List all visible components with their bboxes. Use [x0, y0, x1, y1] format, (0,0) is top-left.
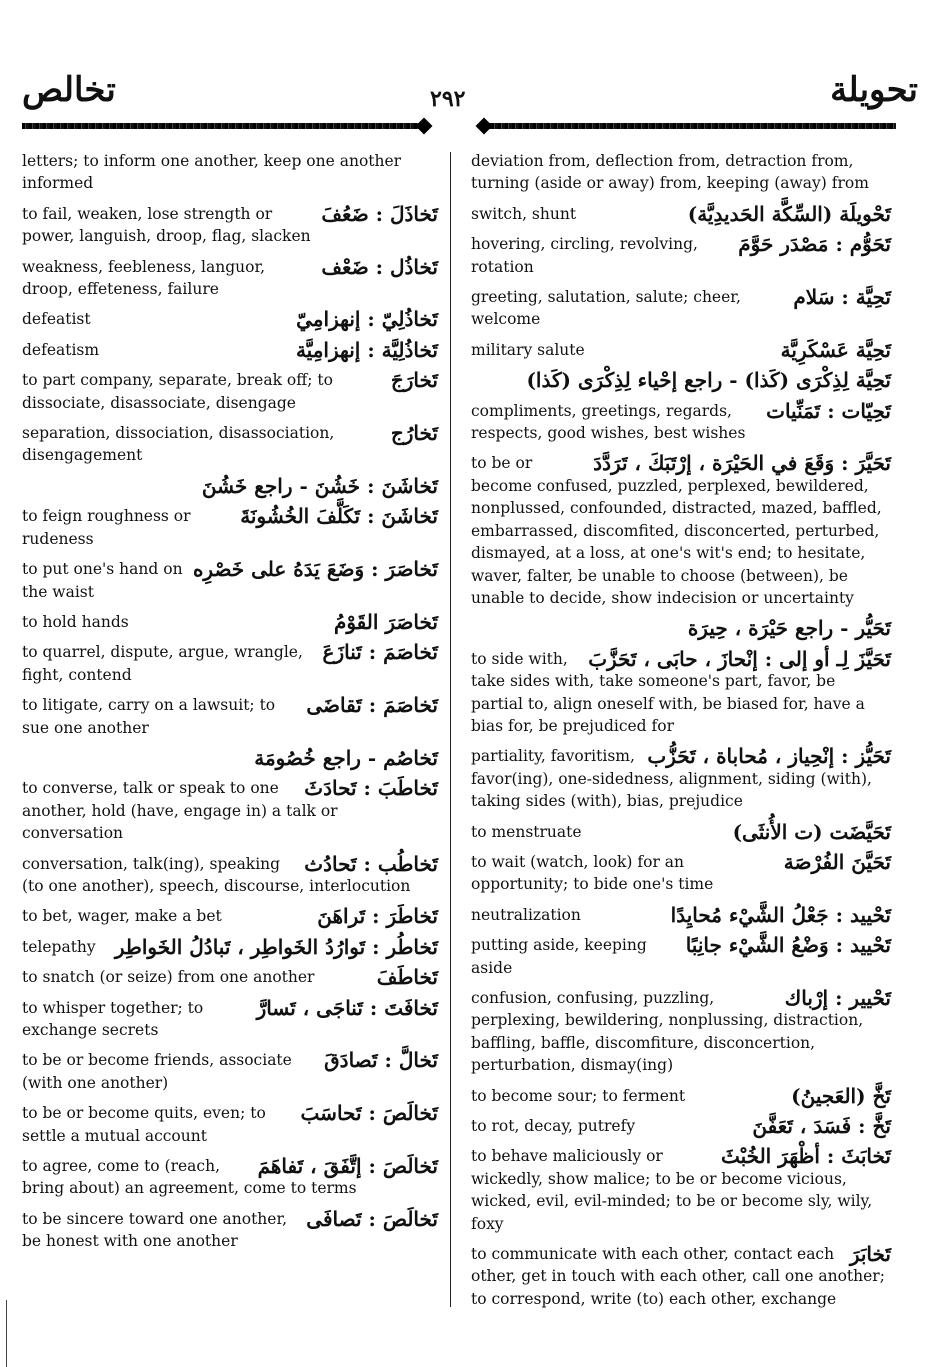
left-column — [22, 150, 438, 1261]
english-definition: conversation, talk(ing), speaking (to one another), speech, discourse, interlocution — [22, 854, 411, 895]
arabic-headword: تَخابَثَ : أظْهَرَ الخُبْثَ — [720, 1144, 891, 1169]
dictionary-entry — [471, 1085, 891, 1107]
english-definition: putting aside, keeping aside — [471, 936, 647, 977]
dictionary-entry — [22, 369, 438, 414]
english-definition: to rot, decay, putrefy — [471, 1117, 636, 1136]
dictionary-entry — [471, 203, 891, 225]
arabic-headword: تَحَيَّزَ لِـ أو إلى : إنْحازَ ، حابَى ، تَحَزَّبَ — [588, 646, 891, 671]
arabic-headword: تَحَيُّز : إنْحِياز ، مُحاباة ، تَحَزُّب — [647, 744, 891, 769]
dictionary-entry — [22, 905, 438, 927]
arabic-headword: تَخاصَرَ القَوْمُ — [333, 609, 438, 634]
english-definition: greeting, salutation, salute; cheer, welcome — [471, 288, 741, 329]
dictionary-entry — [22, 422, 438, 467]
dictionary-entry — [22, 475, 438, 497]
right-column — [471, 150, 891, 1318]
arabic-headword: تَحَيَّنَ الفُرْصَة — [783, 849, 891, 874]
english-definition: to be or become quits, even; to settle a mutual account — [22, 1104, 266, 1145]
column-divider — [450, 152, 451, 1307]
running-head-left: تخالص — [22, 70, 116, 110]
dictionary-entry — [22, 777, 438, 844]
arabic-headword: تَخَّ (العَجينُ) — [791, 1083, 891, 1108]
arabic-headword: تَحِيَّة عَسْكَرِيَّة — [780, 337, 891, 362]
dictionary-entry — [22, 853, 438, 898]
dictionary-entry — [22, 203, 438, 248]
english-definition: separation, dissociation, disassociation, disengagement — [22, 424, 335, 465]
arabic-headword: تَحِيَّة لِذِكْرَى (كَذا) - راجع إحْياء لِذِكْرَى (كَذا) — [526, 368, 891, 393]
english-definition: to wait (watch, look) for an opportunity; to bide one's time — [471, 852, 714, 894]
ornamental-rule-left — [22, 120, 432, 132]
english-definition: to hold hands — [22, 612, 129, 631]
english-definition: to side with, take sides with, take someone's part, favor, be partial to, align oneself with, be biased for, have a bias for, be prejudiced for — [471, 649, 865, 735]
english-definition: to snatch (or seize) from one another — [22, 968, 315, 987]
arabic-headword: تَخافَتَ : تَناجَى ، تَسارَّ — [256, 995, 438, 1020]
english-definition: to part company, separate, break off; to dissociate, disassociate, disengage — [22, 371, 333, 412]
page-number: ٢٩٢ — [430, 86, 466, 112]
english-definition: to litigate, carry on a lawsuit; to sue one another — [22, 696, 276, 737]
arabic-headword: تَحِيّات : تَمَنِّيات — [766, 398, 891, 423]
english-definition: to feign roughness or rudeness — [22, 507, 191, 548]
arabic-headword: تَخالَصَ : إتَّفَقَ ، تَفاهَمَ — [257, 1154, 438, 1179]
dictionary-entry — [471, 150, 891, 195]
dictionary-entry — [471, 233, 891, 278]
dictionary-entry — [471, 648, 891, 738]
dictionary-entry — [471, 851, 891, 896]
arabic-headword: تَخاصَرَ : وَضَعَ يَدَهُ على خَصْرِه — [192, 557, 438, 582]
english-definition: neutralization — [471, 905, 581, 924]
english-definition: military salute — [471, 340, 585, 359]
dictionary-entry — [471, 904, 891, 926]
arabic-headword: تَحْييد : وَضْعُ الشَّيْء جانِبًا — [685, 933, 891, 958]
arabic-headword: تَحَوُّم : مَصْدَر حَوَّمَ — [738, 232, 891, 257]
arabic-headword: تَحْييد : جَعْلُ الشَّيْء مُحايِدًا — [670, 902, 891, 927]
dictionary-entry — [22, 256, 438, 301]
english-definition: weakness, feebleness, languor, droop, effeteness, failure — [22, 257, 266, 299]
arabic-headword: تَخاذُل : ضَعْف — [321, 254, 438, 279]
diamond-ornament-icon — [416, 118, 433, 135]
arabic-headword: تَحْويلَة (السِّكَّة الحَديدِيَّة) — [687, 201, 891, 226]
arabic-headword: تَخارَجَ — [390, 368, 438, 393]
dictionary-entry — [471, 1145, 891, 1235]
arabic-headword: تَخاطَرَ : تَراهَنَ — [317, 904, 438, 929]
dictionary-entry — [22, 747, 438, 769]
dictionary-entry — [471, 987, 891, 1077]
english-definition: partiality, favoritism, favor(ing), one-sidedness, alignment, siding (with), taking sides (with), bias, prejudice — [471, 747, 872, 811]
arabic-headword: تَخاشَنَ : خَشُنَ - راجع خَشُنَ — [201, 473, 438, 498]
english-definition: deviation from, deflection from, detraction from, turning (aside or away) from, keeping (away) from — [471, 152, 869, 193]
arabic-headword: تَخاصُم - راجع خُصُومَة — [254, 745, 438, 770]
arabic-headword: تَخاطُب : تَحادُث — [304, 851, 438, 876]
english-definition: defeatism — [22, 340, 100, 359]
dictionary-entry — [22, 641, 438, 686]
dictionary-entry — [22, 558, 438, 603]
dictionary-entry — [22, 339, 438, 361]
dictionary-entry — [22, 966, 438, 988]
english-definition: switch, shunt — [471, 204, 577, 223]
dictionary-entry — [471, 821, 891, 843]
arabic-headword: تَخاطُر : تَوارُدُ الخَواطِر ، تَبادُلُ الخَواطِر — [114, 934, 438, 959]
arabic-headword: تَخاذُلِيَّة : إنهزامِيَّة — [295, 337, 438, 362]
arabic-headword: تَخاذَلَ : ضَعُفَ — [321, 201, 438, 226]
arabic-headword: تَحِيَّة : سَلام — [793, 285, 891, 310]
arabic-headword: تَخارُج — [390, 421, 438, 446]
arabic-headword: تَحْيير : إرْباك — [784, 986, 891, 1010]
english-definition: compliments, greetings, regards, respects, good wishes, best wishes — [471, 401, 746, 443]
arabic-headword: تَخاصَمَ : تَنازَعَ — [322, 640, 438, 665]
english-definition: to fail, weaken, lose strength or power, languish, droop, flag, slacken — [22, 204, 311, 246]
arabic-headword: تَحَيَّضَت (ت الأُنثَى) — [732, 819, 891, 844]
dictionary-entry — [471, 286, 891, 331]
diamond-ornament-icon — [476, 118, 493, 135]
english-definition: to be sincere toward one another, be honest with one another — [22, 1209, 288, 1251]
arabic-headword: تَخابَرَ — [849, 1242, 891, 1267]
english-definition: to behave maliciously or wickedly, show malice; to be or become vicious, wicked, evil, evil-minded; to be or become sly, wily, foxy — [471, 1147, 873, 1233]
arabic-headword: تَحَيَّرَ : وَقَعَ في الحَيْرَة ، إرْتَبَكَ ، تَرَدَّدَ — [593, 451, 891, 476]
arabic-headword: تَخاصَمَ : تَقاضَى — [306, 693, 438, 718]
arabic-headword: تَخاشَنَ : تَكَلَّفَ الخُشُونَةَ — [240, 504, 438, 529]
english-definition: to converse, talk or speak to one another, hold (have, engage in) a talk or conversation — [22, 779, 338, 843]
arabic-headword: تَخاطَبَ : تَحادَثَ — [304, 776, 438, 801]
arabic-headword: تَخاطَفَ — [376, 965, 438, 990]
running-head-right: تحويلة — [830, 70, 918, 110]
dictionary-entry — [22, 997, 438, 1042]
ornamental-rule-right — [476, 120, 896, 132]
english-definition: letters; to inform one another, keep one another informed — [22, 152, 402, 193]
dictionary-entry — [471, 452, 891, 609]
dictionary-entry — [22, 1208, 438, 1253]
english-definition: hovering, circling, revolving, rotation — [471, 235, 698, 276]
dictionary-entry — [22, 1049, 438, 1094]
english-definition: to agree, come to (reach, bring about) an agreement, come to terms — [22, 1157, 357, 1198]
arabic-headword: تَحَيُّر - راجع حَيْرَة ، حِيرَة — [687, 616, 891, 641]
dictionary-entry — [471, 1243, 891, 1310]
dictionary-entry — [471, 745, 891, 812]
margin-line — [6, 1300, 7, 1367]
arabic-headword: تَخَّ : فَسَدَ ، تَعَفَّنَ — [752, 1114, 891, 1139]
arabic-headword: تَخالَّ : تَصادَقَ — [324, 1048, 438, 1073]
english-definition: to communicate with each other, contact each other, get in touch with each other, call one another; to correspond, write (to) each other, exchange — [471, 1245, 885, 1308]
dictionary-entry — [471, 1115, 891, 1137]
dictionary-entry — [471, 369, 891, 391]
dictionary-entry — [22, 308, 438, 330]
dictionary-entry — [22, 936, 438, 958]
dictionary-entry — [471, 400, 891, 445]
english-definition: to quarrel, dispute, argue, wrangle, fight, contend — [22, 643, 303, 684]
dictionary-entry — [471, 934, 891, 979]
arabic-headword: تَخاذُلِيّ : إنهزامِيّ — [296, 307, 438, 332]
dictionary-entry — [22, 1102, 438, 1147]
english-definition: to become sour; to ferment — [471, 1086, 686, 1105]
english-definition: confusion, confusing, puzzling, perplexing, bewildering, nonplussing, distraction, baffling, baffle, discomfiture, disconcertion, perturbation, dismay(ing) — [471, 989, 864, 1075]
english-definition: to menstruate — [471, 822, 582, 841]
dictionary-entry — [22, 1155, 438, 1200]
dictionary-entry — [471, 617, 891, 639]
english-definition: to whisper together; to exchange secrets — [22, 998, 204, 1039]
arabic-headword: تَخالَصَ : تَصافَى — [306, 1206, 438, 1231]
dictionary-entry — [22, 611, 438, 633]
english-definition: to bet, wager, make a bet — [22, 907, 222, 926]
dictionary-entry — [22, 505, 438, 550]
dictionary-entry — [471, 339, 891, 361]
english-definition: defeatist — [22, 310, 91, 329]
dictionary-entry — [22, 150, 438, 195]
english-definition: to be or become confused, puzzled, perplexed, bewildered, nonplussed, confounded, distracted, mazed, baffled, embarrassed, discomfited, disconcerted, perturbed, dismayed, at a loss, at one's wit's end; to hesitate, waver, falter, be unable to choose (between), be unable to decide, show indecision or uncertainty — [471, 454, 882, 607]
english-definition: to be or become friends, associate (with one another) — [22, 1051, 292, 1092]
dictionary-entry — [22, 694, 438, 739]
arabic-headword: تَخالَصَ : تَحاسَبَ — [300, 1101, 438, 1126]
english-definition: to put one's hand on the waist — [22, 560, 183, 601]
english-definition: telepathy — [22, 937, 96, 956]
